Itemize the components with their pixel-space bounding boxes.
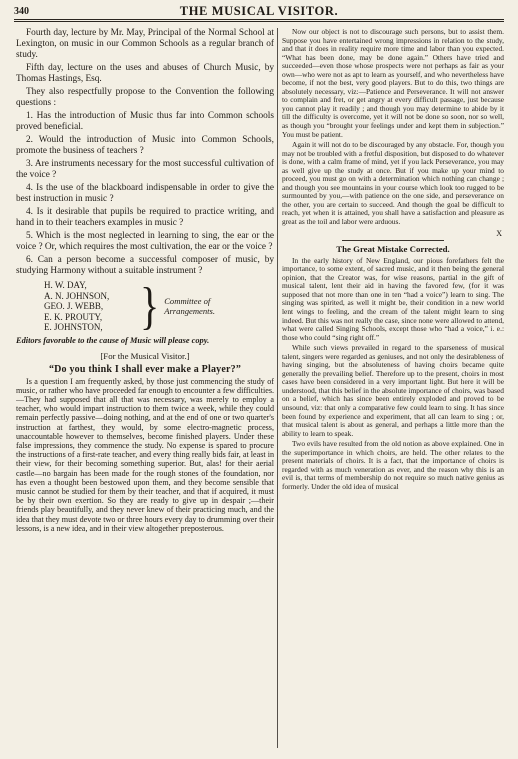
question-2: 2. Would the introduction of Music into Common Schools, promote the business of teachers ? (16, 135, 274, 156)
mistake-paragraph-3: Two evils have resulted from the old notion as above explained. One in the superimportance in which choirs, are held. The other relates to the present materials of choirs. It is a fact, that the importance of choirs is regarded with as much veneration as ever, and the reason why this is an evil is, that terms of membership do not require so much native genius as formerly. Under the old idea of musical (282, 439, 504, 491)
question-6: 6. Can a person become a successful composer of music, by studying Harmony without a suitable instrument ? (16, 255, 274, 276)
question-1: 1. Has the introduction of Music thus far into Common schools proved beneficial. (16, 111, 274, 132)
committee-name: A. N. JOHNSON, (44, 290, 110, 301)
question-5: 5. Which is the most neglected in learning to sing, the ear or the voice ? Or, which requires the most cultivation, the ear or the voice ? (16, 231, 274, 252)
header-rule-thin (14, 21, 504, 22)
column-divider (277, 28, 278, 748)
question-4b: 4. Is it desirable that pupils be required to practice writing, and hand in to their teachers examples in music ? (16, 207, 274, 228)
committee-names (44, 280, 136, 333)
paragraph-questions-intro: They also respectfully propose to the Convention the following questions : (16, 87, 274, 108)
author-signature: X (496, 228, 502, 238)
committee-role-line-1: Committee of (164, 296, 211, 307)
question-3: 3. Are instruments necessary for the most successful cultivation of the voice ? (16, 159, 274, 180)
article-title-player: “Do you think I shall ever make a Player?” (48, 363, 242, 375)
section-rule (342, 240, 444, 241)
paragraph-fifth-day: Fifth day, lecture on the uses and abuses of Church Music, by Thomas Hastings, Esq. (16, 63, 274, 84)
paragraph-encouragement: Now our object is not to discourage such persons, but to assist them. Suppose you have entertained wrong impressions in relation to the study, and that it does in reality require more time and labor than you expected. “What has been done, may be done again.” Others have tried and succeeded—even those whose prospects were not perhaps as fair as your own—who were not as apt to learn as yourself, and who nevertheless have become, if not the best, very good players. But to do this, two things are absolutely necessary, viz:—Patience and Perseverance. It will not answer to complain and fret, or get angry at every difficult passage, just because you cannot play it readily ; and though you may determine to abide by it till the difficulty is overcome, yet it will not be done so soon, nor so well, as though you “brought your feelings under and kept them in subjection.” You must be patient. (282, 28, 504, 139)
editors-note: Editors favorable to the cause of Music will please copy. (16, 335, 210, 345)
article-title-mistake: The Great Mistake Corrected. (336, 244, 450, 255)
article-source: [For the Musical Visitor.] (100, 350, 190, 361)
committee-name: GEO. J. WEBB, (44, 301, 104, 311)
committee-name: E. K. PROUTY, (44, 311, 103, 322)
committee-name: H. W. DAY, (44, 280, 87, 290)
page-number: 340 (14, 6, 29, 17)
committee-name: E. JOHNSTON, (44, 322, 103, 332)
paragraph-perseverance: Again it will not do to be discouraged by any obstacle. For, though you may not be troubled with a fretful disposition, but disposed to do whatever is done, with a calm frame of mind, yet if you lack Perseverance, you may as well give up the study at once. But if you make up your mind to proceed, you must go on with a determination which nothing can change ; and though you see mountains in your course which look too rugged to be surmounted by you,—with patience on the one side, and perseverance on the other, you are certain to succeed. And though the goal be difficult to reach, yet when it is attained, you shall have a satisfaction and pleasure as great as the toil and labor were arduous. (282, 140, 504, 227)
left-column (16, 28, 274, 703)
brace-icon: } (140, 276, 160, 335)
header-rule (14, 19, 504, 20)
committee-role (164, 296, 215, 316)
question-4a: 4. Is the use of the blackboard indispensable in order to give the best instruction in music ? (16, 183, 274, 204)
mistake-paragraph-1: In the early history of New England, our pious forefathers felt the importance, to some extent, of sacred music, and it then being the general opinion, that the Creator was, for wise reasons, partial in the gift of musical talent, lent their aid in having the favored few, (for it was supposed that not more than one in ten “had a voice”) learn to sing. The singing was spirited, as well it might be, their condition in a new world lent wings to feeling, and the cream of the talent might learn to sing indeed. But this was not really the case, since none were allowed to attend, what were called Singing Schools, except those who “had a voice,” i. e.: those who could “sing right off.” (282, 255, 504, 342)
committee-role-line-2: Arrangements. (164, 306, 216, 317)
paragraph-fourth-day: Fourth day, lecture by Mr. May, Principal of the Normal School at Lexington, on music in our Common Schools as a regular branch of study. (16, 28, 274, 60)
right-column (282, 28, 504, 748)
mistake-paragraph-2: While such views prevailed in regard to the sparseness of musical talent, singers were regarded as geniuses, and not only the desirableness of having singing, but the absoluteness of having choirs became quite generally the prevailing belief. Therefore up to the present, choirs in most cases have been considered in a very important light. But here it will be understood, that this belief in the absolute importance of choirs, was based on a belief, which has since been entirely exploded and proved to be unsound, viz: that only a comparative few could learn to sing. It has since been found by experience and experiment, that all can learn to sing ; or, that musical talent is about as general, and perhaps a little more than the ability to learn to speak. (282, 343, 504, 438)
committee-signature (44, 276, 274, 335)
article-player-body: Is a question I am frequently asked, by those just commencing the study of music, or rather who have proceeded far enough to encounter a few difficulties.—They had supposed that all that was necessary, was merely to employ a teacher, who would impart instruction to them twice a week, while they could remain perfectly passive—doing nothing, and at the end of one or two quarter's instruction at farthest, they would, by some electro-magnetic process, unaccountable however to themselves, become finished players. Under these false impressions, they commence the study. No expense is spared to procure the instructions of a first-rate teacher, and every thing really bids fair, at least in their view, for their becoming something superior. But, alas! for their aerial castle—no bargain has been made for the rough stones of the foundation, nor has even a thought been bestowed upon them, and they become sensible that music cannot be studied for them by their teacher, and that if acquired, it must be by their own exertion. So they are ready to give up in despair ;—their friends play beautifully, and they never knew of their practicing much, and the idea that they must devote two or three hours every day to drumming over their lessons, is a new idea, and in their view altogether preposterous. (16, 376, 274, 533)
running-title: THE MUSICAL VISITOR. (179, 4, 339, 18)
